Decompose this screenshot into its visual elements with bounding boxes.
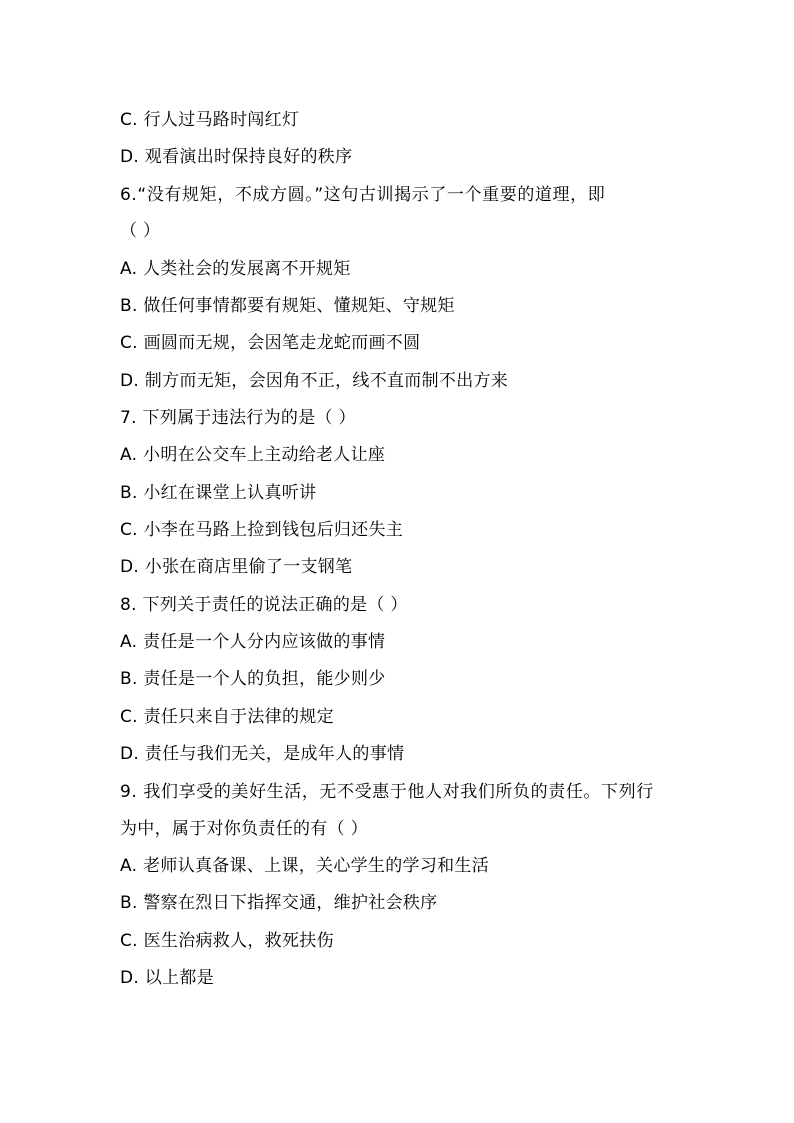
q6-option-b: B. 做任何事情都要有规矩、懂规矩、守规矩 — [120, 296, 455, 316]
q7-option-b: B. 小红在课堂上认真听讲 — [120, 483, 317, 503]
q5-option-d: D. 观看演出时保持良好的秩序 — [120, 147, 353, 167]
q8-option-b: B. 责任是一个人的负担，能少则少 — [120, 669, 386, 689]
q8-option-a: A. 责任是一个人分内应该做的事情 — [120, 632, 386, 652]
q8-stem: 8. 下列关于责任的说法正确的是（ ） — [120, 595, 408, 615]
q9-option-b: B. 警察在烈日下指挥交通，维护社会秩序 — [120, 893, 438, 913]
q9-stem-line2: 为中，属于对你负责任的有（ ） — [120, 819, 368, 839]
q6-stem: 6.“没有规矩，不成方圆。”这句古训揭示了一个重要的道理，即 — [120, 185, 606, 205]
q7-option-a: A. 小明在公交车上主动给老人让座 — [120, 445, 386, 465]
q7-option-c: C. 小李在马路上捡到钱包后归还失主 — [120, 520, 404, 540]
q6-option-c: C. 画圆而无规，会因笔走龙蛇而画不圆 — [120, 333, 421, 353]
q5-option-c: C. 行人过马路时闯红灯 — [120, 110, 300, 130]
q8-option-d: D. 责任与我们无关，是成年人的事情 — [120, 744, 405, 764]
q7-option-d: D. 小张在商店里偷了一支钢笔 — [120, 557, 353, 577]
q6-option-a: A. 人类社会的发展离不开规矩 — [120, 259, 351, 279]
q9-option-d: D. 以上都是 — [120, 968, 214, 988]
q9-option-a: A. 老师认真备课、上课，关心学生的学习和生活 — [120, 856, 490, 876]
q6-option-d: D. 制方而无矩，会因角不正，线不直而制不出方来 — [120, 371, 509, 391]
q9-option-c: C. 医生治病救人，救死扶伤 — [120, 931, 334, 951]
q7-stem: 7. 下列属于违法行为的是（ ） — [120, 408, 356, 428]
q9-stem-line1: 9. 我们享受的美好生活，无不受惠于他人对我们所负的责任。下列行 — [120, 782, 654, 802]
q8-option-c: C. 责任只来自于法律的规定 — [120, 707, 334, 727]
q6-answer-blank: （ ） — [120, 221, 161, 241]
